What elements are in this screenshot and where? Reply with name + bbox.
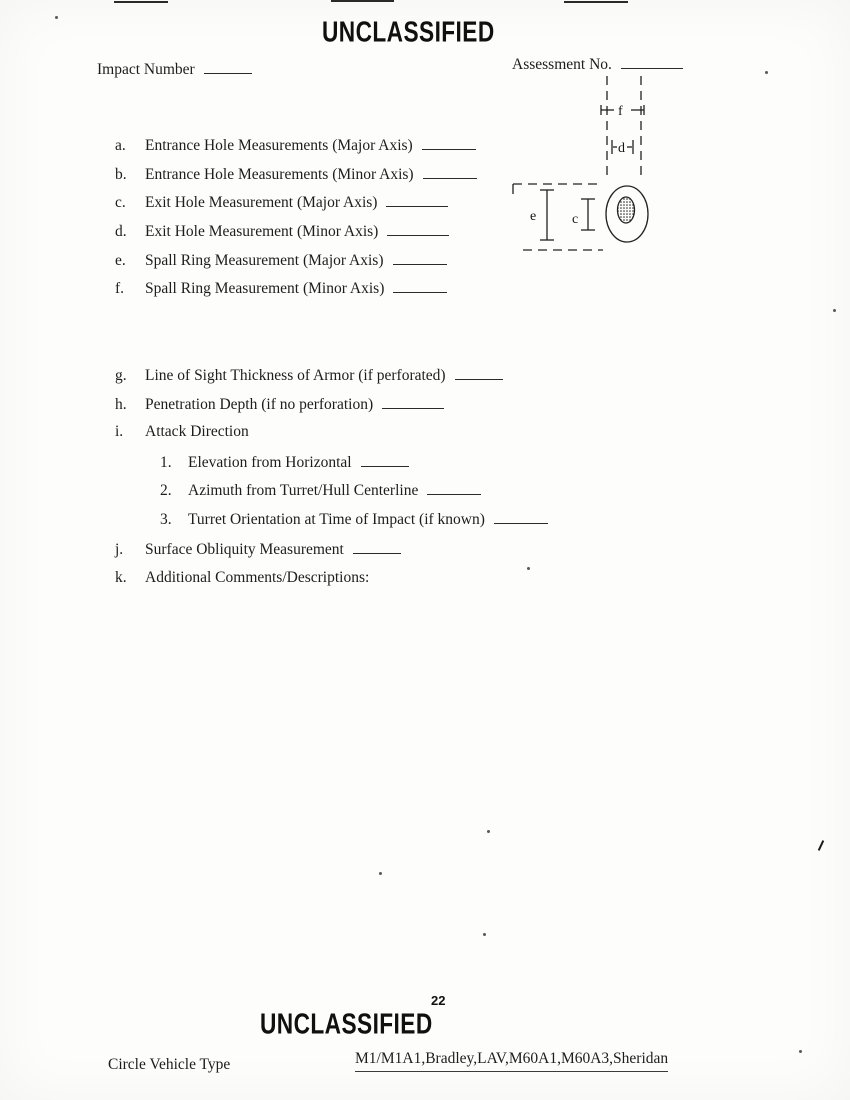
item-text: Azimuth from Turret/Hull Centerline	[188, 482, 419, 500]
item-letter: a.	[115, 137, 126, 154]
item-text: Line of Sight Thickness of Armor (if perforated)	[145, 367, 446, 384]
item-text: Additional Comments/Descriptions:	[145, 568, 370, 586]
item-letter: f.	[115, 280, 125, 298]
item-text: Attack Direction	[145, 423, 249, 441]
list-item	[115, 423, 503, 452]
list-item	[115, 165, 477, 194]
list-item	[115, 279, 477, 308]
measurement-item-list	[115, 136, 477, 308]
scan-speck	[833, 309, 836, 312]
fill-in-blank	[353, 540, 401, 554]
item-text: Elevation from Horizontal	[188, 454, 352, 471]
scan-speck	[765, 71, 768, 74]
list-item	[115, 540, 401, 569]
list-item	[115, 251, 477, 280]
list-item	[115, 569, 401, 598]
diagram-label-e: e	[530, 209, 537, 224]
fill-in-blank	[386, 193, 448, 207]
scan-speck	[483, 933, 486, 936]
item-text: Spall Ring Measurement (Minor Axis)	[145, 280, 385, 298]
diagram-label-d: d	[618, 141, 625, 156]
scan-artifact	[331, 0, 394, 2]
assessment-item-list	[115, 366, 503, 452]
fill-in-blank	[455, 366, 503, 380]
classification-stamp-top: UNCLASSIFIED	[322, 16, 495, 48]
item-letter: h.	[115, 395, 127, 413]
item-number: 3.	[160, 510, 172, 528]
diagram-label-c: c	[572, 212, 579, 227]
page-number: 22	[431, 993, 446, 1008]
item-number: 2.	[160, 482, 172, 500]
classification-stamp-bottom: UNCLASSIFIED	[260, 1008, 433, 1040]
fill-in-blank	[427, 481, 481, 495]
list-item	[160, 481, 548, 509]
circle-vehicle-type-label: Circle Vehicle Type	[108, 1056, 231, 1073]
list-item	[160, 510, 548, 538]
diagram-label-f: f	[618, 104, 623, 119]
item-letter: k.	[115, 568, 127, 586]
item-text: Entrance Hole Measurements (Minor Axis)	[145, 165, 414, 183]
vehicle-type-options: M1/M1A1,Bradley,LAV,M60A1,M60A3,Sheridan	[355, 1050, 668, 1072]
item-text: Spall Ring Measurement (Major Axis)	[145, 251, 384, 269]
impact-number-label: Impact Number	[97, 61, 195, 78]
item-letter: g.	[115, 367, 127, 384]
item-letter: d.	[115, 223, 127, 241]
final-item-list	[115, 540, 401, 597]
item-text: Turret Orientation at Time of Impact (if known)	[188, 510, 485, 528]
assessment-no-blank	[621, 55, 683, 69]
item-text: Penetration Depth (if no perforation)	[145, 395, 374, 413]
list-item	[115, 193, 477, 222]
item-text: Exit Hole Measurement (Major Axis)	[145, 194, 378, 212]
list-item	[160, 453, 548, 481]
list-item	[115, 366, 503, 395]
scan-pen-mark	[818, 840, 824, 851]
list-item	[115, 395, 503, 424]
item-letter: e.	[115, 251, 126, 269]
item-number: 1.	[160, 454, 172, 471]
fill-in-blank	[382, 395, 444, 409]
fill-in-blank	[393, 279, 447, 293]
item-text: Entrance Hole Measurements (Major Axis)	[145, 137, 413, 154]
fill-in-blank	[361, 453, 409, 467]
assessment-no-label: Assessment No.	[512, 56, 612, 73]
scan-speck	[799, 1050, 802, 1053]
fill-in-blank	[393, 251, 447, 265]
scan-speck	[527, 567, 530, 570]
scan-artifact	[114, 1, 168, 3]
list-item	[115, 222, 477, 251]
scan-artifact	[564, 1, 628, 3]
scan-speck	[55, 16, 58, 19]
fill-in-blank	[422, 136, 476, 150]
scan-speck	[487, 830, 490, 833]
item-text: Surface Obliquity Measurement	[145, 541, 344, 558]
impact-number-blank	[204, 60, 252, 74]
impact-measurement-diagram	[503, 72, 671, 270]
fill-in-blank	[387, 222, 449, 236]
list-item	[115, 136, 477, 165]
attack-direction-sublist	[160, 453, 548, 538]
scan-speck	[379, 872, 382, 875]
fill-in-blank	[423, 165, 477, 179]
item-letter: c.	[115, 194, 126, 212]
item-text: Exit Hole Measurement (Minor Axis)	[145, 223, 379, 241]
fill-in-blank	[494, 510, 548, 524]
item-letter: i.	[115, 423, 124, 441]
item-letter: b.	[115, 165, 127, 183]
impact-number-field	[97, 60, 252, 79]
item-letter: j.	[115, 541, 124, 558]
